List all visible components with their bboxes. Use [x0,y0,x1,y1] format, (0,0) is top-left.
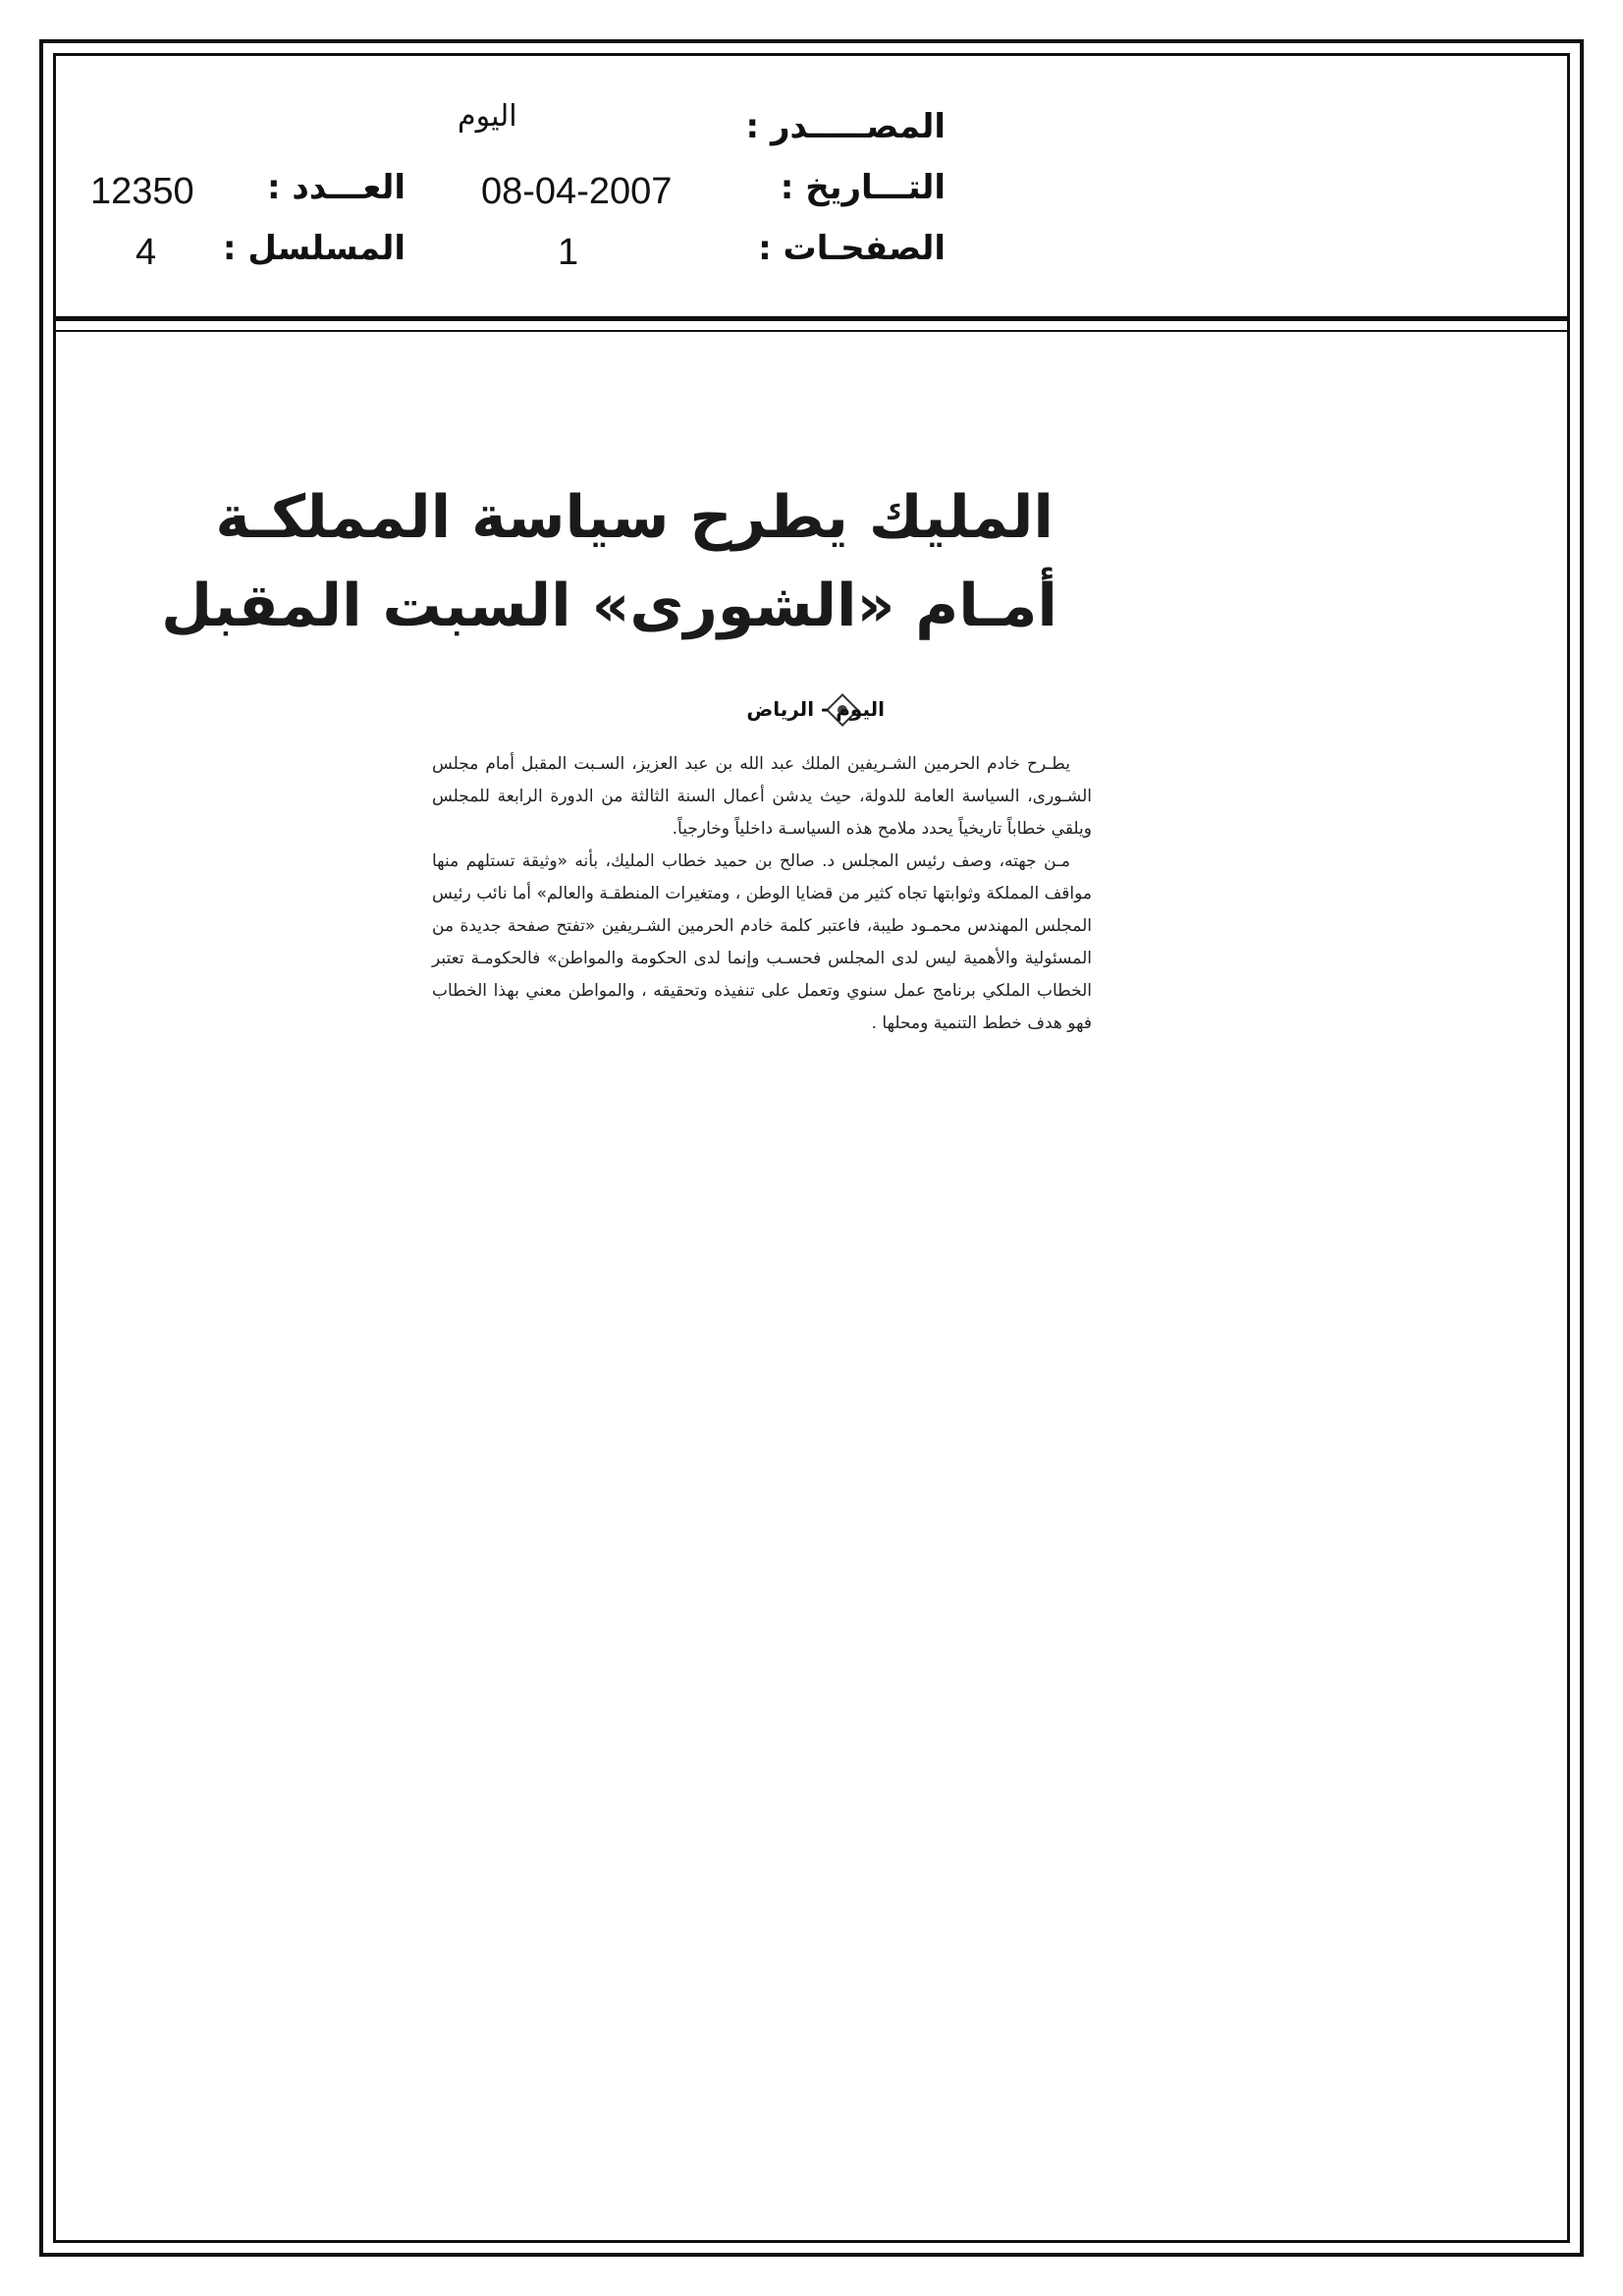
page-frame-inner [53,53,1570,2243]
header-divider [53,316,1570,321]
pages-value: 1 [558,232,579,273]
source-label: المصـــــدر : [745,107,946,146]
article-paragraph-1: يطـرح خادم الحرمين الشـريفين الملك عبد الله بن عبد العزيز، السـبت المقبل أمام مجلس الشـورى، السياسة العامة للدولة، حيث يدشن أعمال السنة الثالثة من الدورة الرابعة للمجلس ويلقي خطاباً تاريخياً يحدد ملامح هذه السياسـة داخلياً وخارجياً. [432,754,1092,839]
article-paragraph-2: مـن جهته، وصف رئيس المجلس د. صالح بن حميد خطاب المليك، بأنه «وثيقة تستلهم منها مواقف المملكة وثوابتها تجاه كثير من قضايا الوطن ، ومتغيرات المنطقـة والعالم» أما نائب رئيس المجلس المهندس محمـود طيبة، فاعتبر كلمة خادم الحرمين الشـريفين «تفتح صفحة جديدة من المسئولية والأهمية ليس لدى المجلس فحسـب وإنما لدى الحكومة والمواطن» فالحكومـة تعتبر الخطاب الملكي برنامج عمل سنوي وتعمل على تنفيذه وتحقيقه ، والمواطن معني بهذا الخطاب فهو هدف خطط التنمية ومحلها . [432,851,1092,1033]
byline: اليوم - الرياض [746,697,885,721]
issue-value: 12350 [90,171,194,212]
issue-label: العـــدد : [267,168,406,207]
header-divider-thin [53,330,1570,332]
serial-label: المسلسل : [222,229,406,268]
article-body [432,748,1092,1040]
date-value: 08-04-2007 [481,171,673,212]
serial-value: 4 [135,232,157,273]
headline-line-1: المليك يطرح سياسة المملكـة [215,483,1054,552]
pages-label: الصفحـات : [758,229,946,268]
headline-line-2: أمـام «الشورى» السبت المقبل [161,572,1057,640]
date-label: التـــاريخ : [780,168,946,207]
source-value: اليوم [458,99,517,134]
